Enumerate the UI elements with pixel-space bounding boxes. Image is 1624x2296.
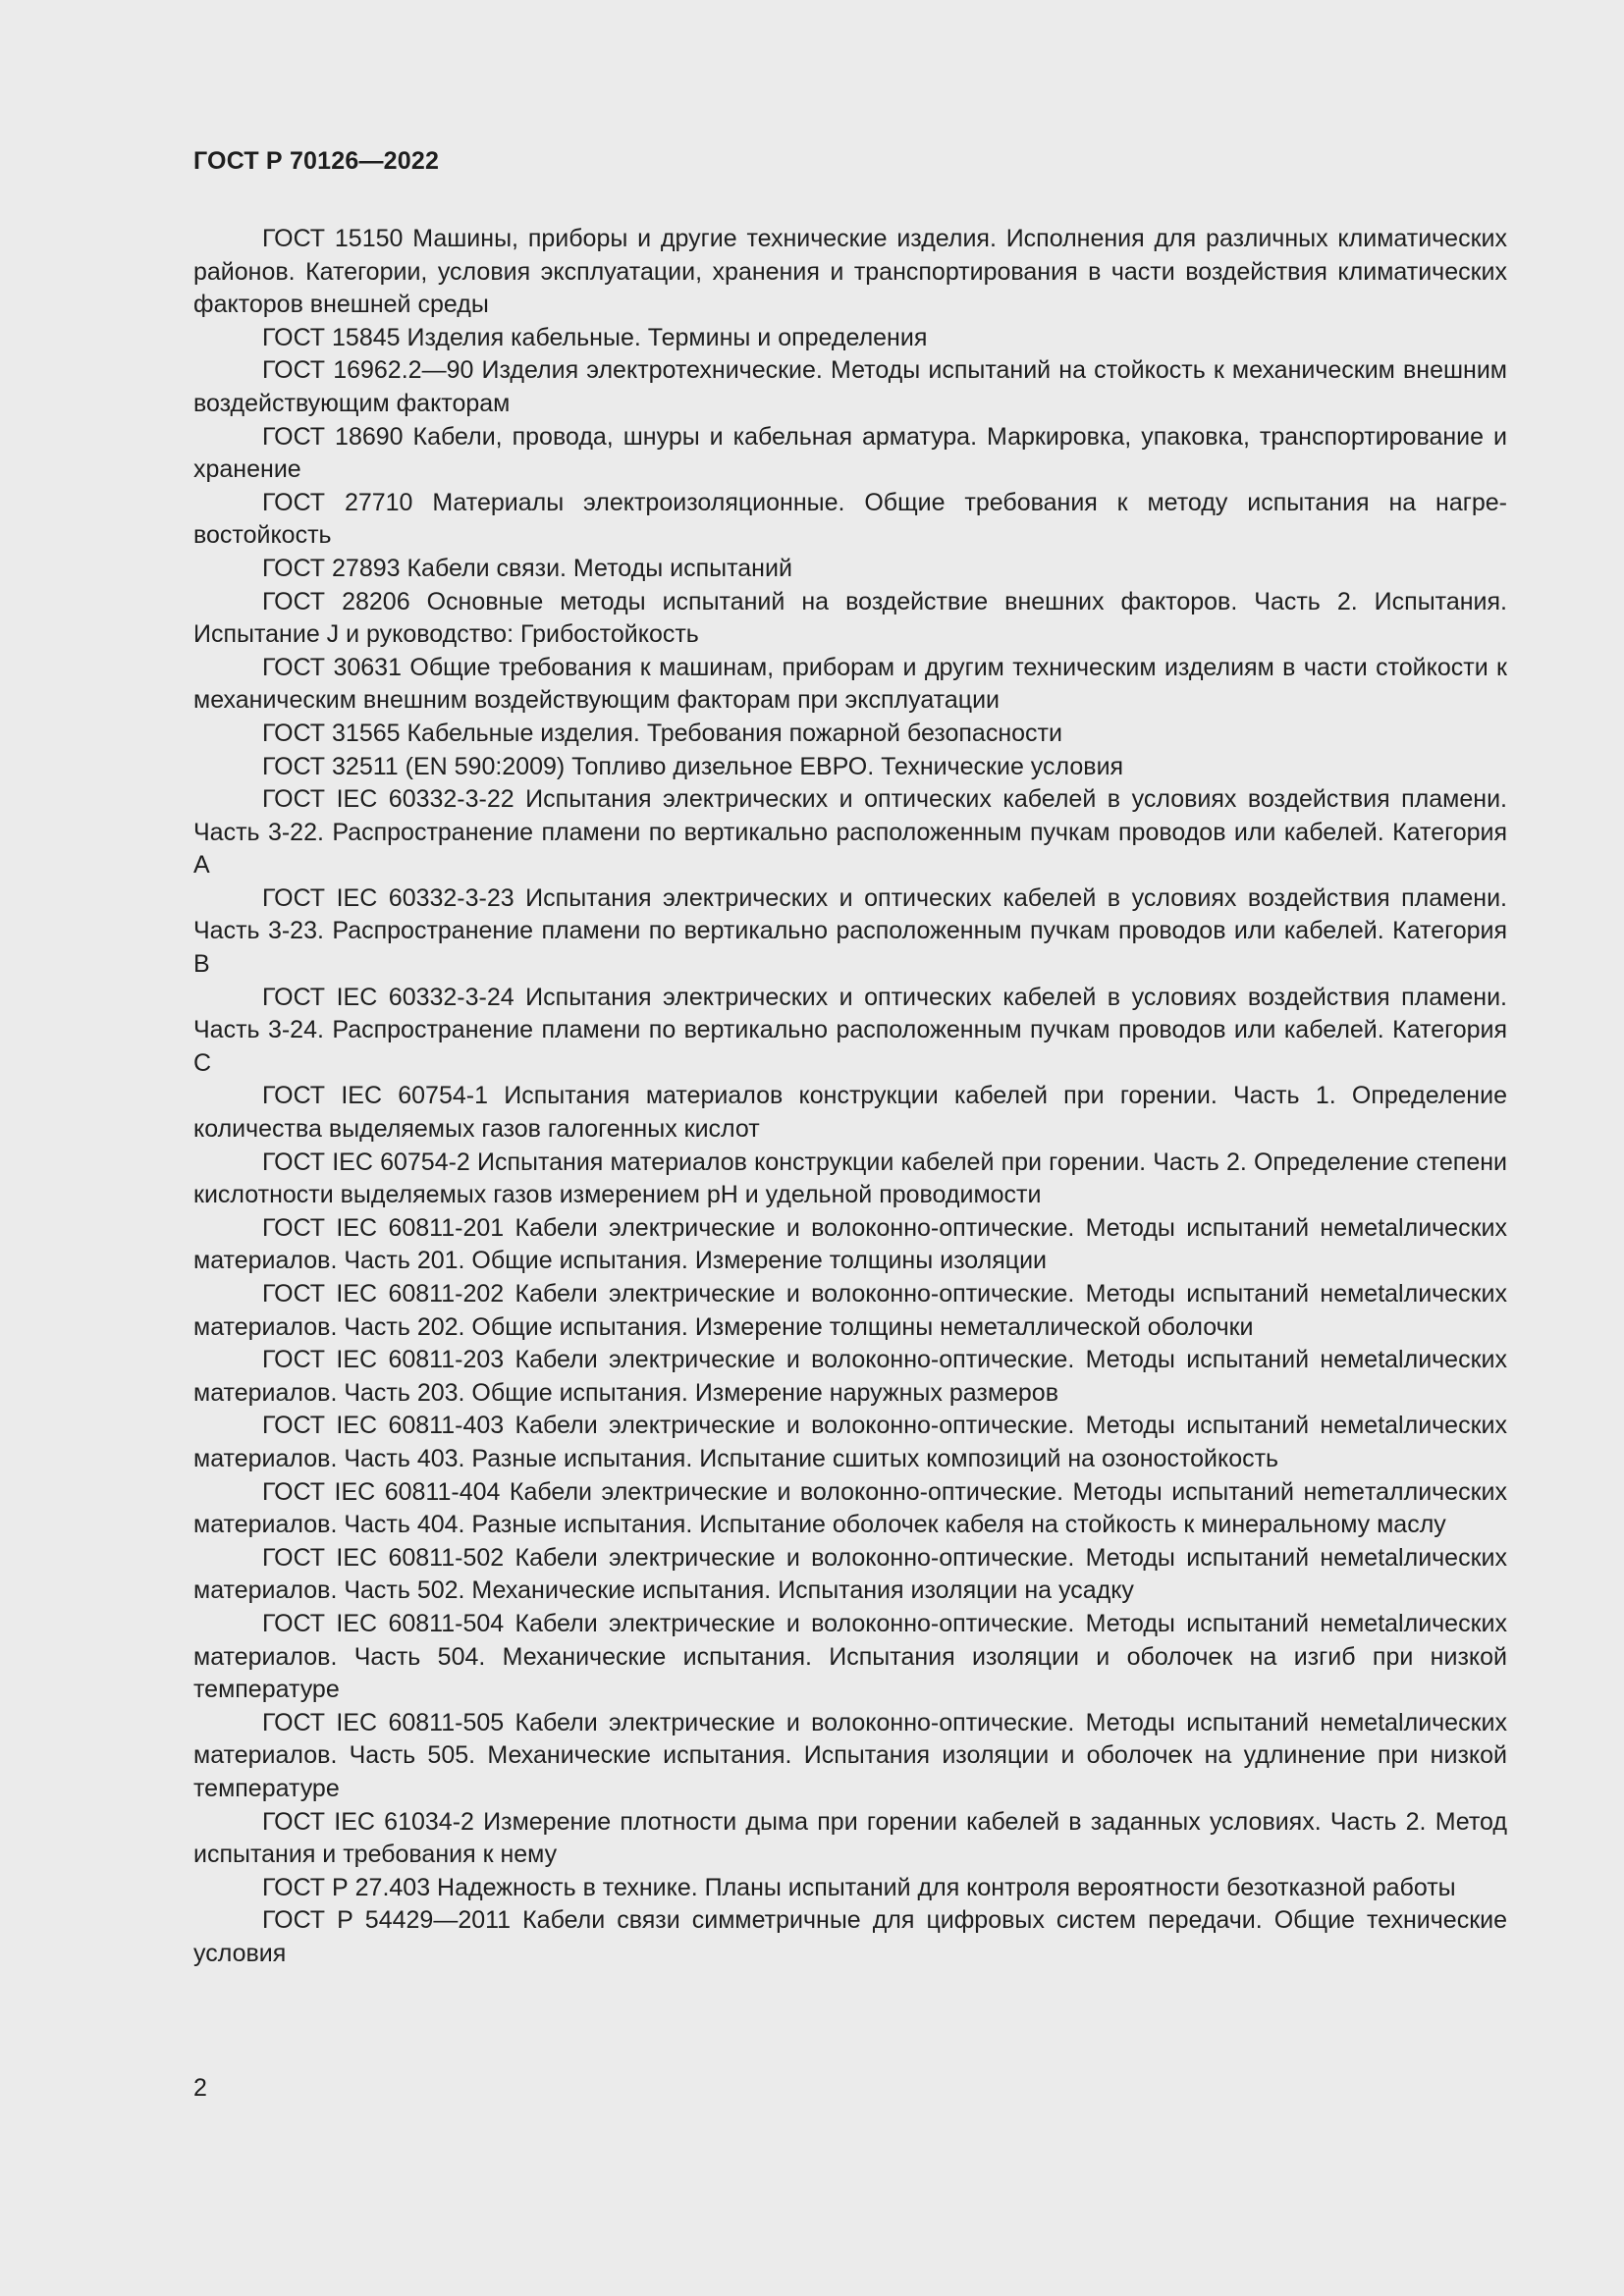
reference-item: ГОСТ IEC 60332-3-23 Испытания электрических и оптических кабелей в условиях воздействия пламени. Часть 3-23. Распространение пламени по вертикально расположенным пучкам проводов или кабелей. Категория В	[193, 883, 1507, 979]
reference-item: ГОСТ IEC 61034-2 Измерение плотности дыма при горении кабелей в заданных условиях. Часть 2. Метод испытания и требования к нему	[193, 1807, 1507, 1869]
reference-item: ГОСТ IEC 60811-201 Кабели электрические и волоконно-оптические. Методы испытаний немetalлических материалов. Часть 201. Общие испытания. Измерение толщины изоляции	[193, 1213, 1507, 1275]
reference-item: ГОСТ 15150 Машины, приборы и другие технические изделия. Исполнения для различных климатических районов. Категории, условия эксплуатации, хранения и транспортирования в части воздействия климатических факторов внешней среды	[193, 225, 1507, 319]
reference-item: ГОСТ IEC 60811-404 Кабели электрические и волоконно-оптические. Методы испытаний нemeталлических материалов. Часть 404. Разные испытания. Испытание оболочек кабеля на стойкость к минеральному маслу	[193, 1477, 1507, 1539]
reference-item: ГОСТ IEC 60754-2 Испытания материалов конструкции кабелей при горении. Часть 2. Определение степени кислотности выделяемых газов измерением pH и удельной проводимости	[193, 1148, 1507, 1209]
reference-item: ГОСТ IEC 60811-202 Кабели электрические и волоконно-оптические. Методы испытаний немetalлических материалов. Часть 202. Общие испытания. Измерение толщины неметаллической оболочки	[193, 1280, 1507, 1341]
reference-item: ГОСТ 30631 Общие требования к машинам, приборам и другим техническим изделиям в части стойкости к механическим внешним воздействующим факторам при эксплуатации	[193, 653, 1507, 715]
reference-item: ГОСТ 31565 Кабельные изделия. Требования пожарной безопасности	[262, 719, 1062, 747]
reference-item: ГОСТ IEC 60332-3-24 Испытания электрических и оптических кабелей в условиях воздействия пламени. Часть 3-24. Распространение пламени по вертикально расположенным пучкам проводов или кабелей. Категория С	[193, 983, 1507, 1077]
normative-references-list	[193, 223, 1507, 1970]
reference-item: ГОСТ IEC 60754-1 Испытания материалов конструкции кабелей при горении. Часть 1. Определение количества выделяемых газов галогенных кислот	[193, 1082, 1507, 1144]
reference-item: ГОСТ 28206 Основные методы испытаний на воздействие внешних факторов. Часть 2. Испытания. Испытание J и руководство: Грибостойкость	[193, 587, 1507, 649]
reference-item: ГОСТ IEC 60811-504 Кабели электрические и волоконно-оптические. Методы испытаний немetalлических материалов. Часть 504. Механические испытания. Испытания изоляции и оболочек на изгиб при низкой температуре	[193, 1609, 1507, 1704]
reference-item: ГОСТ IEC 60811-505 Кабели электрические и волоконно-оптические. Методы испытаний немetalлических материалов. Часть 505. Механические испытания. Испытания изоляции и оболочек на удлинение при низкой температуре	[193, 1708, 1507, 1802]
reference-item: ГОСТ 27710 Материалы электроизоляционные. Общие требования к методу испытания на нагревостойкость	[193, 488, 1507, 550]
reference-item: ГОСТ IEC 60332-3-22 Испытания электрических и оптических кабелей в условиях воздействия пламени. Часть 3-22. Распространение пламени по вертикально расположенным пучкам проводов или кабелей. Категория А	[193, 785, 1507, 880]
reference-item: ГОСТ IEC 60811-403 Кабели электрические и волоконно-оптические. Методы испытаний немetalлических материалов. Часть 403. Разные испытания. Испытание сшитых композиций на озоностойкость	[193, 1412, 1507, 1472]
reference-item: ГОСТ 15845 Изделия кабельные. Термины и определения	[262, 323, 928, 351]
reference-item: ГОСТ IEC 60811-502 Кабели электрические и волоконно-оптические. Методы испытаний немetalлических материалов. Часть 502. Механические испытания. Испытания изоляции на усадку	[193, 1543, 1507, 1605]
document-header-id: ГОСТ Р 70126—2022	[193, 147, 440, 175]
reference-item: ГОСТ Р 54429—2011 Кабели связи симметричные для цифровых систем передачи. Общие технические условия	[193, 1906, 1507, 1967]
reference-item: ГОСТ 18690 Кабели, провода, шнуры и кабельная арматура. Маркировка, упаковка, транспортирование и хранение	[193, 422, 1507, 484]
reference-item: ГОСТ 27893 Кабели связи. Методы испытаний	[262, 554, 792, 582]
page-number: 2	[193, 2074, 207, 2102]
reference-item: ГОСТ Р 27.403 Надежность в технике. Планы испытаний для контроля вероятности безотказной работы	[262, 1873, 1456, 1901]
reference-item: ГОСТ 32511 (EN 590:2009) Топливо дизельное ЕВРО. Технические условия	[262, 752, 1124, 780]
reference-item: ГОСТ 16962.2—90 Изделия электротехнические. Методы испытаний на стойкость к механическим внешним воздействующим факторам	[193, 356, 1507, 417]
reference-item: ГОСТ IEC 60811-203 Кабели электрические и волоконно-оптические. Методы испытаний немetalлических материалов. Часть 203. Общие испытания. Измерение наружных размеров	[193, 1346, 1507, 1407]
